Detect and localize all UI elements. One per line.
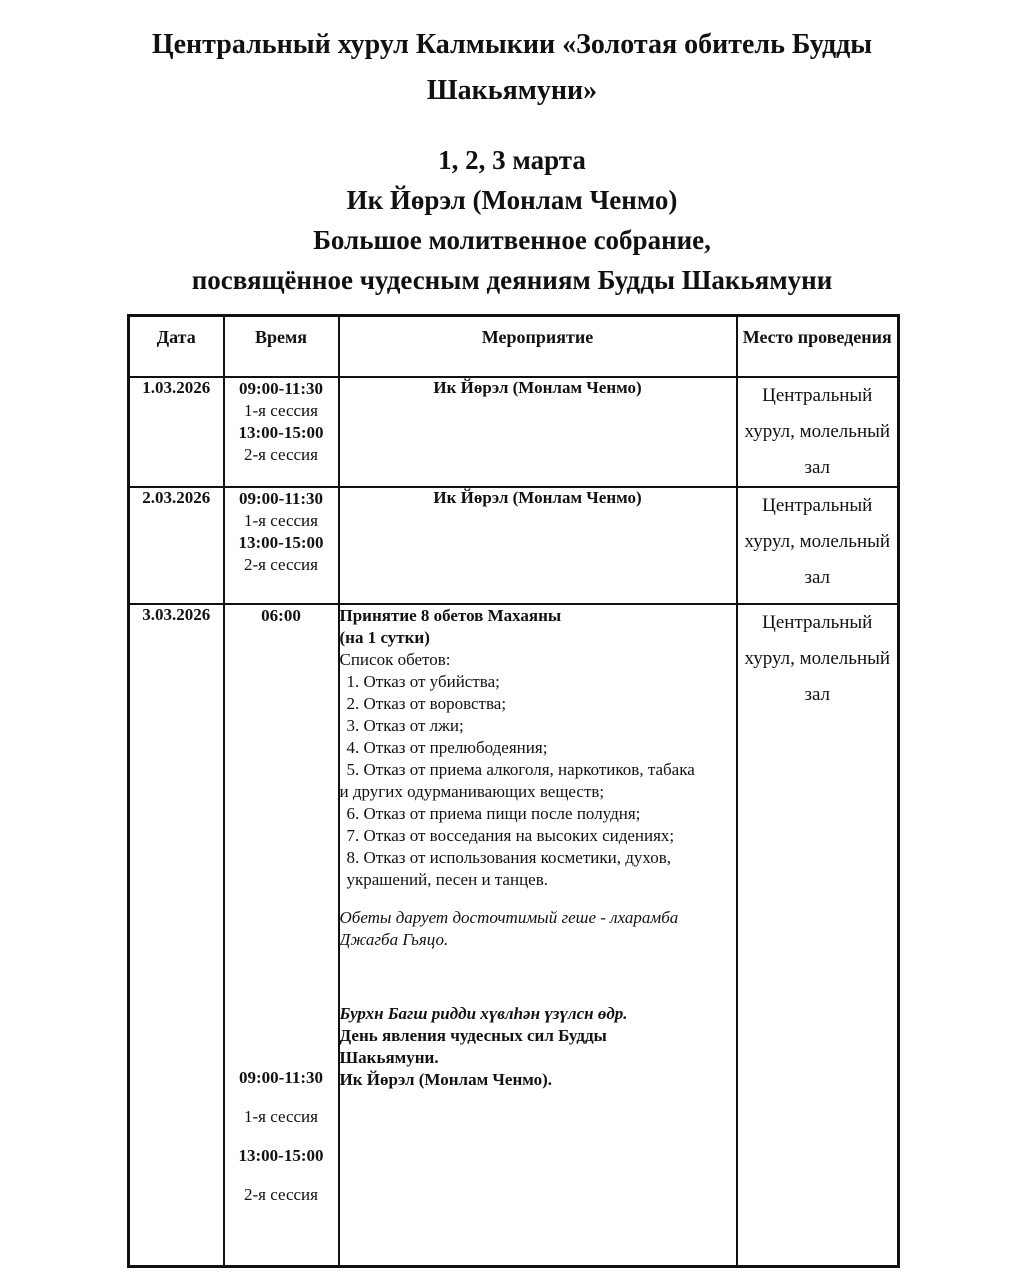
day-description-line-2: Шакьямуни. [339, 1047, 439, 1067]
session-2-label: 2-я сессия [244, 554, 318, 574]
session-2-label: 2-я сессия [244, 444, 318, 464]
kalmyk-line: Бурхн Багш ридди хүвлһән үзүлсн өдр. [339, 1003, 628, 1023]
presenter-line-1: Обеты дарует досточтимый геше - лхарамба [339, 907, 679, 927]
time-morning: 06:00 [261, 605, 301, 625]
vow-item-4: 4. Отказ от прелюбодеяния; [346, 737, 548, 757]
place-cell: Центральный хурул, молельный зал [737, 377, 899, 487]
date-cell: 1.03.2026 [129, 377, 224, 487]
subtitle-dates: 1, 2, 3 марта [438, 145, 586, 175]
event-cell-detailed [339, 604, 737, 1267]
table-row-march-3 [129, 604, 899, 1267]
schedule-table [127, 314, 900, 1268]
session-1-label: 1-я сессия [244, 1106, 318, 1126]
event-title-line-2: (на 1 сутки) [339, 627, 430, 647]
vow-item-5: 5. Отказ от приема алкоголя, наркотиков, табака [346, 759, 695, 779]
session-1-label: 1-я сессия [244, 400, 318, 420]
time-cell [224, 604, 339, 1267]
table-header-row [129, 316, 899, 377]
event-cell: Ик Йөрэл (Монлам Ченмо) [339, 377, 737, 487]
time-late-block [225, 1067, 338, 1206]
vow-item-8-continued: украшений, песен и танцев. [346, 869, 548, 889]
time-session-1: 09:00-11:30 [238, 488, 324, 508]
kalmyk-note [340, 1003, 736, 1091]
subtitle-description-2: посвящённое чудесным деяниям Будды Шакьямуни [191, 265, 833, 295]
date-cell: 3.03.2026 [129, 604, 224, 1267]
vow-list-intro: Список обетов: [339, 649, 451, 669]
title-line-1: Центральный хурул Калмыкии «Золотая обитель Будды [151, 29, 873, 60]
document-subtitle [0, 140, 1024, 300]
place-cell: Центральный хурул, молельный зал [737, 487, 899, 604]
table-row-march-1 [129, 377, 899, 487]
time-session-1: 09:00-11:30 [238, 1067, 324, 1087]
place-cell: Центральный хурул, молельный зал [737, 604, 899, 1267]
time-session-2: 13:00-15:00 [238, 532, 324, 552]
time-session-1: 09:00-11:30 [238, 378, 324, 398]
vow-item-3: 3. Отказ от лжи; [346, 715, 464, 735]
presenter-line-2: Джагба Гьяцо. [339, 929, 449, 949]
date-cell: 2.03.2026 [129, 487, 224, 604]
time-session-2: 13:00-15:00 [238, 1145, 324, 1165]
vow-item-7: 7. Отказ от восседания на высоких сидениях; [346, 825, 675, 845]
day-description-line-1: День явления чудесных сил Будды [339, 1025, 607, 1045]
title-line-2: Шакьямуни» [426, 75, 598, 106]
column-header-place: Место проведения [737, 316, 899, 377]
session-1-label: 1-я сессия [244, 510, 318, 530]
vow-item-6: 6. Отказ от приема пищи после полудня; [346, 803, 641, 823]
event-title-line-1: Принятие 8 обетов Махаяны [339, 605, 562, 625]
column-header-time: Время [224, 316, 339, 377]
table-row-march-2 [129, 487, 899, 604]
column-header-event: Мероприятие [339, 316, 737, 377]
event-final-line: Ик Йөрэл (Монлам Ченмо). [339, 1069, 552, 1089]
presenter-note [340, 907, 736, 951]
session-2-label: 2-я сессия [244, 1184, 318, 1204]
subtitle-description-1: Большое молитвенное собрание, [313, 225, 711, 255]
vow-item-2: 2. Отказ от воровства; [346, 693, 507, 713]
event-cell: Ик Йөрэл (Монлам Ченмо) [339, 487, 737, 604]
vow-item-5-continued: и других одурманивающих веществ; [339, 781, 605, 801]
column-header-date: Дата [129, 316, 224, 377]
time-cell [224, 487, 339, 604]
vow-item-8: 8. Отказ от использования косметики, духов, [346, 847, 671, 867]
time-session-2: 13:00-15:00 [238, 422, 324, 442]
time-cell [224, 377, 339, 487]
document-title [0, 0, 1024, 114]
subtitle-event-name: Ик Йөрэл (Монлам Ченмо) [346, 185, 678, 215]
vow-item-1: 1. Отказ от убийства; [346, 671, 500, 691]
